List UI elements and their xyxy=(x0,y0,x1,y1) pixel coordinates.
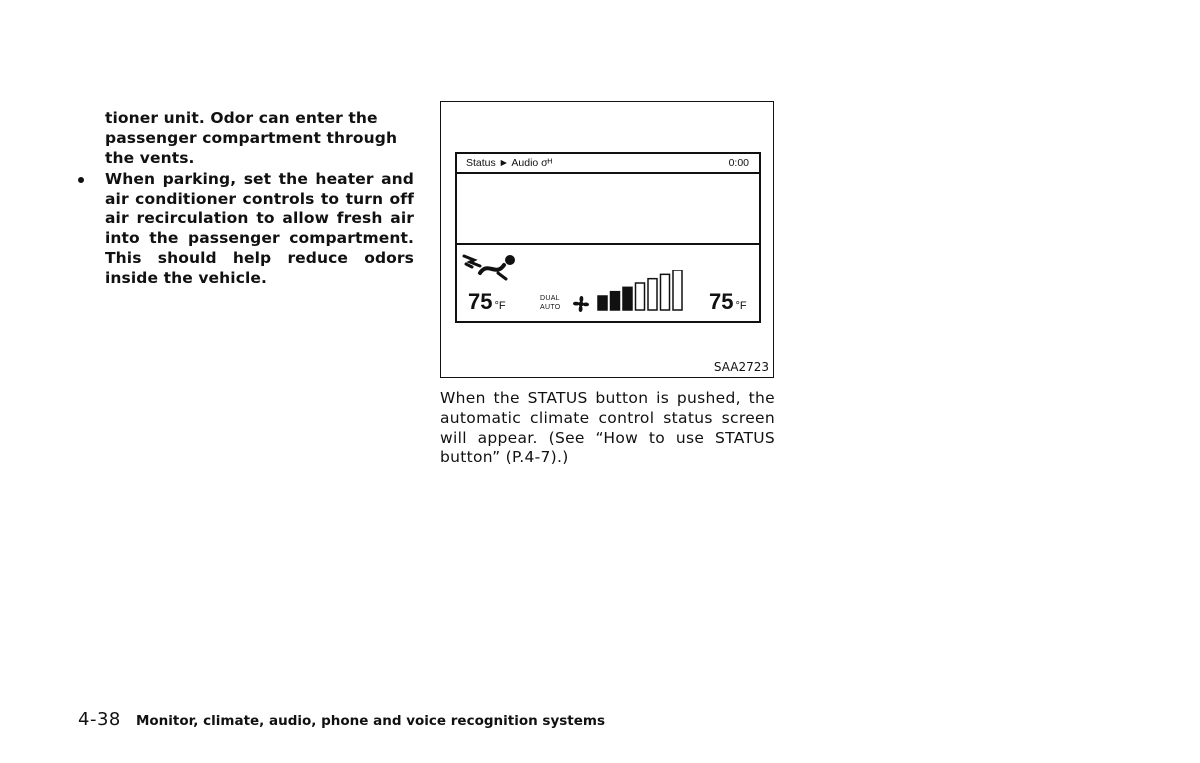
figure-caption: When the STATUS button is pushed, the automatic climate control status screen will appear. (See “How to use STATUS button” (P.4-7).) xyxy=(440,389,775,467)
fan-speed-bar xyxy=(623,287,632,310)
figure-illustration xyxy=(440,101,774,378)
clock-readout: 0:00 xyxy=(728,157,749,169)
fan-speed-bar xyxy=(648,279,657,310)
fan-icon xyxy=(570,293,592,315)
fan-speed-bar xyxy=(673,270,682,310)
temp-right-unit: °F xyxy=(735,300,747,312)
temp-left-value: 75 xyxy=(468,289,493,314)
fan-speed-bar xyxy=(598,296,607,310)
bullet-text: When parking, set the heater and air conditioner controls to turn off air recirculation to allow fresh air into the passenger compartment. This should help reduce odors inside the vehicle. xyxy=(105,170,414,287)
screen-divider xyxy=(457,243,759,245)
bullet-dot xyxy=(78,177,84,183)
temp-right xyxy=(709,290,747,318)
left-column xyxy=(78,108,414,288)
fan-speed-bars xyxy=(597,270,689,312)
fan-speed-bar xyxy=(611,292,620,310)
temp-left xyxy=(468,290,506,318)
status-breadcrumb: Status ► Audio σᴴ xyxy=(466,157,553,169)
temp-left-unit: °F xyxy=(494,300,506,312)
climate-status-screen xyxy=(455,152,761,323)
dual-auto-indicator xyxy=(540,294,561,312)
bullet-item xyxy=(78,170,414,288)
page-number: 4-38 xyxy=(78,709,121,730)
auto-label: AUTO xyxy=(540,304,561,311)
page-footer xyxy=(78,709,605,730)
vent-mode-icon xyxy=(462,251,520,283)
fan-speed-bar xyxy=(636,283,645,310)
screen-status-bar xyxy=(457,154,759,174)
section-title: Monitor, climate, audio, phone and voice recognition systems xyxy=(135,713,606,729)
figure-code: SAA2723 xyxy=(713,360,769,374)
fan-speed-bar xyxy=(661,274,670,310)
continued-paragraph: tioner unit. Odor can enter the passenger compartment through the vents. xyxy=(105,109,398,167)
dual-label: DUAL xyxy=(540,295,560,302)
temp-right-value: 75 xyxy=(709,289,734,314)
